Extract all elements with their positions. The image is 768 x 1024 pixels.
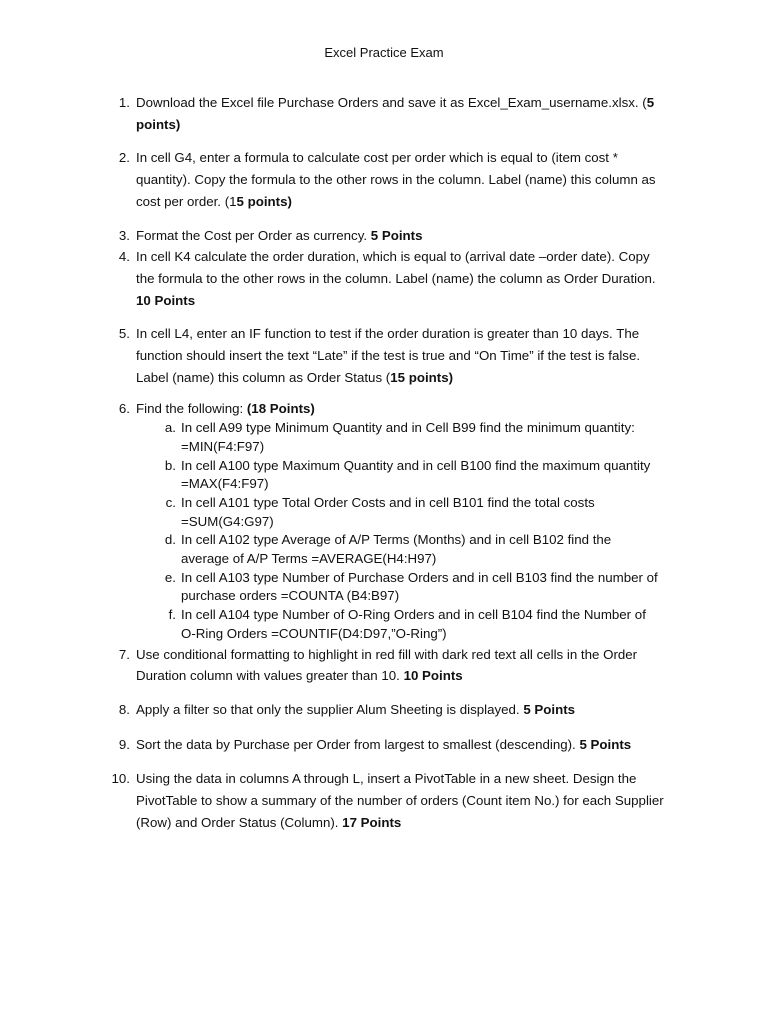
subitem-line: In cell A103 type Number of Purchase Orders and in cell B103 find the number of [181,569,658,585]
question-number: 2. [118,150,130,166]
subitem-line: =MAX(F4:F97) [181,476,269,492]
question-points: 5 Points [579,736,632,752]
question-2 [108,147,668,212]
exam-question-list [108,92,668,834]
subitem-a [136,419,668,456]
question-points: 15 points) [390,369,454,385]
subitem-line: O-Ring Orders =COUNTIF(D4:D97,”O-Ring”) [181,625,447,641]
subitem-letter: a. [164,420,176,436]
subitem-letter: b. [164,457,176,473]
question-text: Download the Excel file Purchase Orders and save it as Excel_Exam_username.xlsx. ( [136,95,647,110]
document-title: Excel Practice Exam [324,45,444,60]
question-points: 17 Points [342,814,402,830]
subitem-letter: f. [168,607,176,623]
subitem-letter: c. [165,494,176,510]
question-number: 10. [111,771,130,787]
question-number: 8. [118,701,130,717]
question-text: Sort the data by Purchase per Order from largest to smallest (descending). [136,736,580,752]
question-number: 3. [118,227,130,243]
question-points: 10 Points [403,668,463,684]
question-number: 9. [118,736,130,752]
question-number: 4. [118,249,130,265]
question-text: In cell G4, enter a formula to calculate cost per order which is equal to (item cost * quantity). Copy the formula to the other rows in the column. Label (name) this column as cost per order. (1 [136,150,656,209]
subitem-line: =MIN(F4:F97) [181,438,265,454]
question-points: 5 Points [523,701,576,717]
question-points: (18 Points) [246,401,315,417]
subitem-line: In cell A99 type Minimum Quantity and in Cell B99 find the minimum quantity: [181,420,635,436]
question-number: 6. [118,401,130,417]
subitem-line: In cell A104 type Number of O-Ring Orders and in cell B104 find the Number of [181,607,646,623]
subitem-e [136,569,668,606]
question-text: In cell K4 calculate the order duration, which is equal to (arrival date –order date). Copy the formula to the other rows in the column. Label (name) the column as Order Duration. [136,249,656,286]
subitem-line: In cell A100 type Maximum Quantity and in cell B100 find the maximum quantity [181,457,651,473]
subitem-letter: e. [164,569,176,585]
subitem-line: In cell A101 type Total Order Costs and in cell B101 find the total costs [181,494,595,510]
question-points: 10 Points [136,292,196,308]
question-number: 1. [118,95,130,110]
subitem-letter: d. [164,532,176,548]
question-points: 5 Points [370,227,423,243]
question-3 [108,225,668,247]
question-4 [108,246,668,311]
question-6-subitems [108,419,668,643]
subitem-f [136,606,668,643]
subitem-c [136,494,668,531]
question-text: Find the following: [136,401,247,417]
question-text: Format the Cost per Order as currency. [136,227,371,243]
question-number: 7. [118,646,130,662]
question-1 [108,92,668,135]
subitem-line: purchase orders =COUNTA (B4:B97) [181,588,400,604]
subitem-line: average of A/P Terms =AVERAGE(H4:H97) [181,551,437,567]
question-text: Apply a filter so that only the supplier Alum Sheeting is displayed. [136,701,524,717]
question-text: Use conditional formatting to highlight in red fill with dark red text all cells in the Order Duration column with values greater than 10. [136,646,638,684]
question-6 [108,400,668,419]
question-text: In cell L4, enter an IF function to test if the order duration is greater than 10 days. The function should insert the text “Late” if the test is true and “On Time” if the test is false. Label (name) this column as Order Status ( [136,326,641,385]
question-text: Using the data in columns A through L, insert a PivotTable in a new sheet. Design the PivotTable to show a summary of the number of orders (Count item No.) for each Supplier (Row) and Order Status (Column). [136,771,664,830]
question-5 [108,323,668,388]
question-7 [108,644,668,687]
subitem-b [136,457,668,494]
subitem-d [136,531,668,568]
question-points: 5 points) [136,95,655,132]
question-points: 5 points) [236,193,292,209]
question-10 [108,768,668,833]
question-number: 5. [118,326,130,342]
subitem-line: In cell A102 type Average of A/P Terms (Months) and in cell B102 find the [181,532,612,548]
question-8 [108,699,668,721]
question-9 [108,734,668,756]
subitem-line: =SUM(G4:G97) [181,513,274,529]
